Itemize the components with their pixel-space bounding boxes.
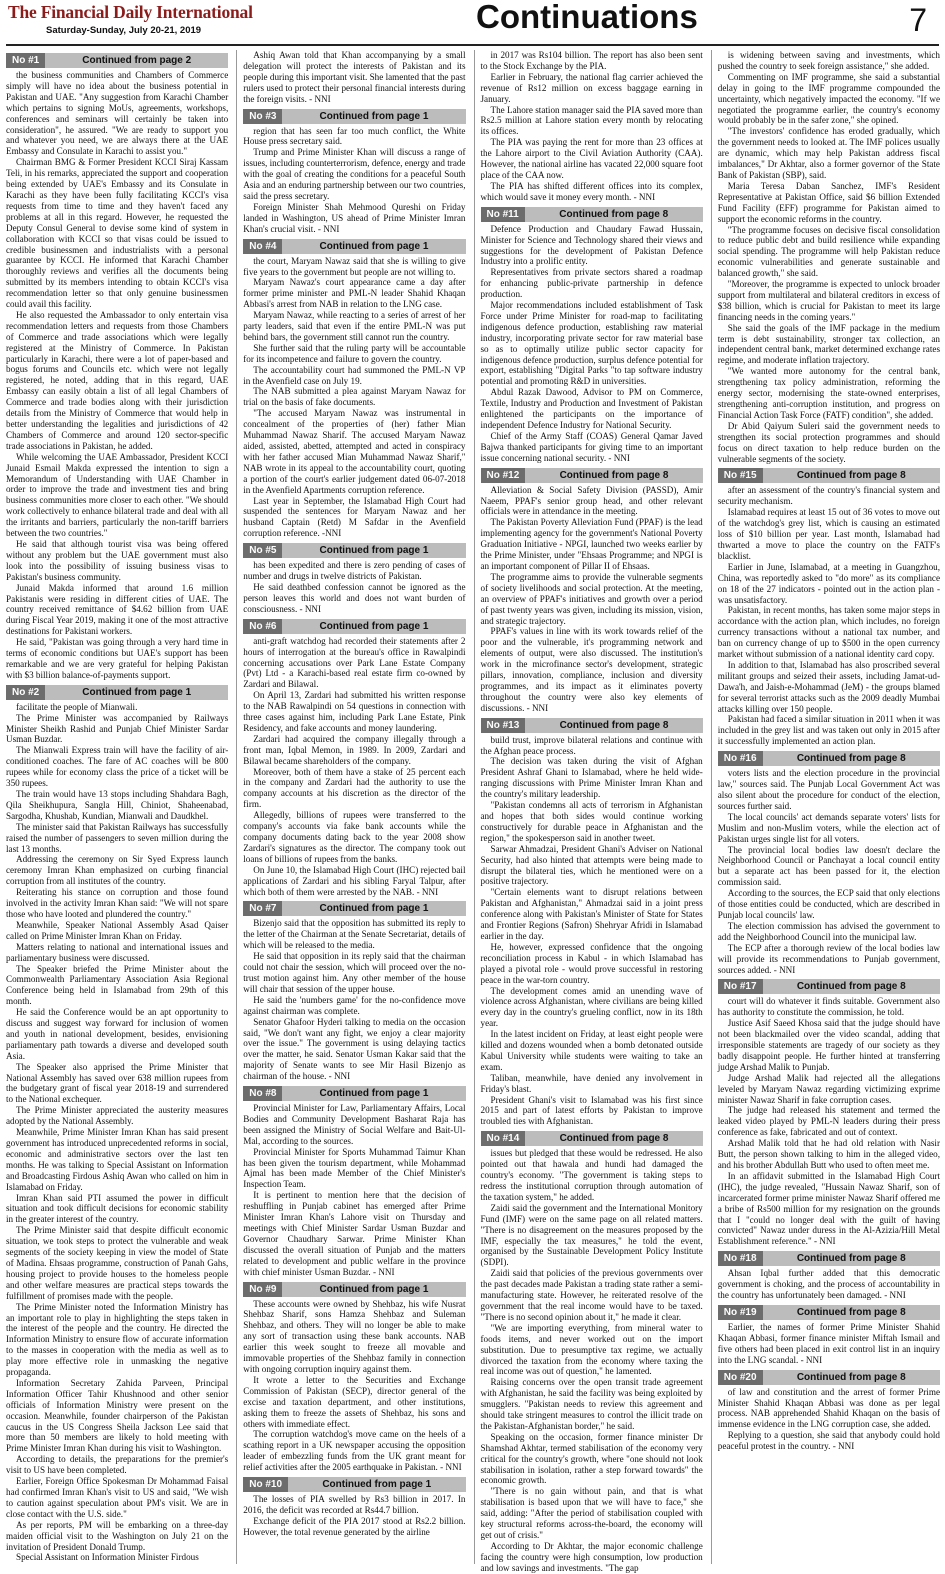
paragraph: of law and constitution and the arrest of former Prime Minister Shahid Khaqan Abbasi was done as per legal process. NAB apprehended Shahid Khaqan on the basis of immense evidence in the LNG corruption case, she added. — [717, 1386, 940, 1430]
continuation-story — [243, 1086, 465, 1278]
newspaper-name: The Financial Daily International — [8, 2, 253, 22]
paragraph: He also requested the Ambassador to only entertain visa recommendation letters and requests from those Chambers of Commerce and trade associations which were legally registered at the Ministry of Commerce. In Pakistan particularly in Karachi, there were a lot of paper-based and bogus forums and Councils etc. which were not legally registered, he noted, adding that in this regard, UAE Embassy can easily obtain a list of all legal Chambers of Commerce and trade bodies along with their jurisdiction details from the Ministry of Commerce that would help in better understanding the legalities and jurisdictions of 42 Chambers of Commerce and around 120 sector-specific trade associations in Pakistan, he added. — [6, 309, 229, 451]
paragraph: "We are importing everything, from mineral water to foods items, and never worked out on the import substitution. Due to presumptive tax regime, we actually divorced the taxation from the economy where taxing the real income was out of question," he lamented. — [480, 1322, 703, 1377]
continuation-header — [243, 619, 465, 634]
continuation-header — [243, 901, 465, 916]
continuation-story — [718, 50, 940, 464]
paragraph: While welcoming the UAE Ambassador, President KCCI Junaid Esmail Makda expressed the intention to sign a Memorandum of Understanding with UAE Chamber in order to improve the trade and investment ties and bring business communities more closer to each other. "We should work collectively to enhance bilateral trade and deal with all the irritants and barriers, particularly the non-tariff barriers between the two countries." — [6, 451, 229, 539]
paragraph: Chief of the Army Staff (COAS) General Qamar Javed Bajwa thanked participants for giving time to an important issue concerning national security. - NNI — [480, 430, 703, 463]
story-number: No #17 — [718, 979, 763, 994]
story-number: No #1 — [6, 53, 45, 68]
paragraph: in 2017 was Rs104 billion. The report has also been sent to the Stock Exchange by the PIA. — [480, 50, 703, 71]
paragraph: It wrote a letter to the Securities and Exchange Commission of Pakistan (SECP), director general of the excise and taxation department, and other institutions, asking them to freeze the assets of Shehbaz, his sons and others with immediate effect. — [243, 1374, 466, 1429]
paragraph: Representatives from private sectors shared a roadmap for enhancing public-private partnership in defence production. — [480, 267, 703, 300]
paragraph: The Lahore station manager said the PIA saved more than Rs2.5 million at Lahore station every month by relocating its offices. — [480, 104, 703, 137]
column-2 — [236, 50, 465, 1564]
story-number: No #16 — [718, 751, 763, 766]
paragraph: Zaidi said that policies of the previous governments over the past decades made Pakistan a trading state rather a semi-manufacturing state. However, he reiterated resolve of the government that the real income would have to be taxed. "There is no second opinion about it," he made it clear. — [480, 1268, 703, 1322]
continuation-story — [718, 1370, 940, 1452]
paragraph: region that has seen far too much conflict, the White House press secretary said. — [243, 125, 466, 147]
paragraph: According to the sources, the ECP said that only elections of those entities could be conducted, which are described in Punjab local councils' law. — [717, 888, 940, 920]
paragraph: Speaking on the occasion, former finance minister Dr Shamshad Akhtar, termed stabilisation of the economy very critical for the country's growth, where "one should not look stabilisation in isolation, rather a step forward towards" the economic growth. — [480, 1431, 703, 1486]
paragraph: Justice Asif Saeed Khosa said that the judge should have not been blackmailed over the video scandal, adding that irresponsible statements are tragedy of our society as they badly disappoint people. He further hinted at transferring judge Arshad Malik to Punjab. — [717, 1018, 940, 1072]
column-1 — [6, 50, 228, 1564]
paragraph: He said deathbed confession cannot be ignored as the person leaves this world and does not want burden of consciousness. - NNI — [243, 581, 466, 614]
paragraph: issues but pledged that these would be redressed. He also pointed out that hawala and hundi had damaged the country's economy. "The government is taking steps to redress the institutional corruption through automation of the taxation system," he added. — [480, 1148, 703, 1202]
continuation-story — [243, 1282, 465, 1474]
continuation-header — [481, 718, 703, 733]
paragraph: build trust, improve bilateral relations and continue with the Afghan peace process. — [480, 734, 703, 756]
continuation-header — [243, 543, 465, 558]
paragraph: The PIA has shifted different offices into its complex, which would save it money every month. - NNI — [480, 180, 703, 202]
paragraph: Reiterating his stance on corruption and those found involved in the activity Imran Khan said: "We will not spare those who have looted and plundered the country." — [6, 887, 229, 919]
continuation-header — [243, 239, 465, 254]
story-number: No #9 — [243, 1282, 282, 1297]
paragraph: He said that opposition in its reply said that the chairman could not chair the session, which will proceed over the no-trust motion against him. Any other member of the house will chair that session of the upper house. — [243, 951, 466, 994]
paragraph: the business communities and Chambers of Commerce simply will have no idea about the business potential in Pakistan and UAE. "Any suggestion from Karachi Chamber which pertains to signing MoUs, agreements, workshops, conferences and seminars will certainly be taken into consideration", he assured. "We are ready to support you and whatever you need, we are always there at the UAE Embassy and Consulate in Karachi to assist you." — [6, 70, 229, 157]
continuation-story — [6, 685, 228, 1564]
paragraph: Last year in September, the Islamabad High Court had suspended the sentences for Maryam Nawaz and her husband Captain (Retd) M Safdar in the Avenfield corruption reference. -NNI — [243, 495, 466, 539]
paragraph: The judge had released his statement and termed the leaked video played by PML-N leaders during their press conference as fake, fabricated and out of context. — [717, 1105, 940, 1138]
continuation-header — [718, 1251, 940, 1266]
paragraph: Meanwhile, Speaker National Assembly Asad Qaiser called on Prime Minister Imran Khan on Friday. — [6, 919, 229, 941]
story-number: No #8 — [243, 1086, 282, 1101]
continuation-header — [6, 685, 228, 700]
continuation-story — [718, 979, 940, 1247]
page-number: 7 — [909, 2, 927, 38]
paragraph: Meanwhile, Prime Minister Imran Khan has said present government has introduced unprecedented reforms in social, economic and administrative sectors over the last ten months. He was talking to Special Assistant on Information and Broadcasting Firdous Ashiq Awan who called on him in Islamabad on Friday. — [6, 1127, 229, 1192]
paragraph: The Prime Minister noted the Information Ministry has an important role to play in highlighting the steps taken in the interest of the people and the country. He directed the Information Ministry to ensure flow of accurate information to the masses in cooperation with the media as well as to play more effective role in unmasking the negative propaganda. — [6, 1301, 229, 1378]
paragraph: is widening between saving and investments, which pushed the country to seek foreign assistance," she added. — [717, 50, 940, 71]
paragraph: The decision was taken during the visit of Afghan President Ashraf Ghani to Islamabad, where he held wide-ranging discussions with Prime Minister Imran Khan and the country's military leadership. — [480, 756, 703, 800]
paragraph: The losses of PIA swelled by Rs3 billion in 2017. In 2016, the deficit was recorded at Rs44.7 billion. — [243, 1494, 466, 1515]
paragraph: The provincial local bodies law doesn't declare the Neighborhood Council or Panchayat a local council entity but a separate act has been passed for it, the election commission said. — [717, 844, 940, 888]
paragraph: Earlier, the names of former Prime Minister Shahid Khaqan Abbasi, former finance minister Miftah Ismail and five others had been placed in exit control list in an inquiry into the LNG scandal. - NNI — [717, 1321, 940, 1365]
paragraph: Zaidi said the government and the International Monitory Fund (IMF) were on the same page on all related matters. "There is no disagreement on the measures proposed by the IMF, especially the tax measures," he told the event, organised by the Sustainable Development Policy Institute (SDPI). — [480, 1202, 703, 1268]
continued-from-label: Continued from page 1 — [319, 1088, 429, 1100]
continuation-header — [481, 468, 703, 483]
paragraph: Major recommendations included establishment of Task Force under Prime Minister for road-map to facilitating indigenous defence production, establishing raw material industry, incorporating private sector for raw material base so as to optimally utilize public sector capacity for indigenous defence production, surplus defence potential for export, establishing "Digital Parks "to tap software industry potential and promoting R&D in universities. — [480, 300, 703, 387]
paragraph: "The programme focuses on decisive fiscal consolidation to reduce public debt and build resilience while expanding social spending. The programme will help Pakistan reduce economic vulnerabilities and generate sustainable and balanced growth," she said. — [717, 224, 940, 279]
continuation-story — [243, 239, 465, 540]
paragraph: Dr Abid Qaiyum Suleri said the government needs to strengthen its social protection programmes and should focus on direct taxation to help reduce burden on the vulnerable segments of the society. — [717, 420, 940, 464]
story-number: No #19 — [718, 1305, 763, 1320]
paragraph: He said the 'numbers game' for the no-confidence move against chairman was complete. — [243, 994, 466, 1016]
section-title: Continuations — [476, 0, 698, 35]
continued-from-label: Continued from page 1 — [322, 1479, 432, 1491]
continuation-header — [718, 1370, 940, 1385]
paragraph: Earlier in June, Islamabad, at a meeting in Guangzhou, China, was reportedly asked to "do more" as its compliance on 18 of the 27 indicators - pointed out in the action plan - was unsatisfactory. — [717, 561, 940, 605]
paragraph: The accountability court had summoned the PML-N VP in the Avenfield case on July 19. — [243, 364, 466, 386]
column-4 — [711, 50, 940, 1564]
continued-from-label: Continued from page 8 — [796, 1306, 906, 1318]
story-number: No #2 — [6, 685, 45, 700]
continued-from-label: Continued from page 8 — [796, 753, 906, 765]
story-number: No #20 — [718, 1370, 763, 1385]
story-number: No #3 — [243, 109, 282, 124]
continuation-header — [243, 1282, 465, 1297]
paragraph: Maryam Nawaz's court appearance came a day after former prime minister and PML-N leader Shahid Khaqan Abbasi's arrest from NAB in relation to the LNG case. — [243, 277, 466, 310]
paragraph: The NAB submitted a plea against Maryam Nawaz for trial on the basis of fake documents. — [243, 386, 466, 408]
continued-from-label: Continued from page 8 — [559, 208, 669, 220]
continued-from-label: Continued from page 1 — [319, 240, 429, 252]
paragraph: Provincial Minister for Sports Muhammad Taimur Khan has been given the tourism department, while Mohammad Ajmal has been made Member of the Chief Minister's Inspection Team. — [243, 1146, 466, 1190]
paragraph: Imran Khan said PTI assumed the power in difficult situation and took difficult decisions for economic stability in the greater interest of the country. — [6, 1192, 229, 1225]
paragraph: Raising concerns over the open transit trade agreement with Afghanistan, he said the facility was being exploited by smugglers. "Pakistan needs to review this agreement and should take stringent measures to control the illicit trade on the Pakistan-Afghanistan border," he said. — [480, 1377, 703, 1431]
paragraph: The Prime Minister was accompanied by Railways Minister Sheikh Rashid and Punjab Chief Minister Sardar Usman Buzdar. — [6, 712, 229, 745]
continued-from-label: Continued from page 1 — [319, 903, 429, 915]
article-columns — [6, 50, 940, 1573]
paragraph: He said that although tourist visa was being offered without any problem but the UAE government must also look into the possibility of issuing business visas to Pakistan's business community. — [6, 538, 229, 582]
paragraph: Exchange deficit of the PIA 2017 stood at Rs2.2 billion. However, the total revenue generated by the airline — [243, 1515, 466, 1537]
paragraph: Maria Teresa Daban Sanchez, IMF's Resident Representative at Pakistan Office, said $6 billion Extended Fund Facility (EFF) programme for Pakistan aimed to support the economic reforms in the country. — [717, 180, 940, 224]
continuation-story — [481, 468, 703, 714]
continuation-header — [481, 207, 703, 222]
continuation-header — [243, 1477, 465, 1492]
continued-from-label: Continued from page 8 — [559, 1133, 669, 1145]
continuation-header — [243, 1086, 465, 1101]
paragraph: The train would have 13 stops including Shahdara Bagh, Qila Sheikhupura, Sangla Hill, Chiniot, Shaheenabad, Sargodha, Khushab, Kundian, Mianwali and Daudkhel. — [6, 789, 229, 821]
continuation-story — [481, 207, 703, 464]
paragraph: The PIA was paying the rent for more than 23 offices at the Lahore airport to the Civil Aviation Authority (CAA). However, the national airline has vacated 22,000 square foot place of the CAA now. — [480, 137, 703, 180]
paragraph: Replying to a question, she said that anybody could hold peaceful protest in the country. - NNI — [717, 1430, 940, 1452]
paragraph: Information Secretary Zahida Parveen, Principal Information Officer Tahir Khushnood and other senior officials of Information Ministry were present on the occasion. Meanwhile, founder chairperson of the Pakistan caucus in the US Congress Sheila Jackson Lee said that more than 50 members are likely to hold meeting with Prime Minister Imran Khan during his visit to Washington. — [6, 1377, 229, 1454]
paragraph: Chairman BMG & Former President KCCI Siraj Kassam Teli, in his remarks, appreciated the support and cooperation being extended by UAE's Embassy and its Consulate in Karachi as they have been fully facilitating KCCI's visa requests from time to time and they haven't faced any problems at all in this regard. However, he requested the Deputy Consul General to devise some kind of system in collaboration with KCCI so that visas could be issued to credible businessmen and industrialists with a personal guarantee by KCCI. He informed that Karachi Chamber thoroughly reviews and verifies all the documents being submitted by its members intending to obtain KCCI's visa recommendation letter so that only genuine businessmen could avail this facility. — [6, 157, 229, 310]
continuation-header — [718, 468, 940, 483]
paragraph: Defence Production and Chaudary Fawad Hussain, Minister for Science and Technology shared their views and suggestions for the development of Pakistan Defence Industry into a prolific entity. — [480, 223, 703, 267]
continued-from-label: Continued from page 1 — [319, 545, 429, 557]
paragraph: "We wanted more autonomy for the central bank, strengthening tax policy administration, reforming the energy sector, modernising the state-owned enterprises, strengthening anti-corruption institution, and progress on Financial Action Task Force (FATF) condition", she added. — [717, 366, 940, 420]
continuation-story — [243, 1477, 465, 1538]
paragraph: The local councils' act demands separate voters' lists for Muslim and non-Muslim voters, while the election act of Pakistan urges single list for all voters. — [717, 811, 940, 844]
continuation-story — [481, 1131, 703, 1573]
continued-from-label: Continued from page 1 — [82, 686, 192, 698]
story-number: No #13 — [481, 718, 526, 733]
paragraph: Taliban, meanwhile, have denied any involvement in Friday's blast. — [480, 1072, 703, 1094]
paragraph: Foreign Minister Shah Mehmood Qureshi on Friday landed in Washington, US ahead of Prime Minister Imran Khan's crucial visit. - NNI — [243, 201, 466, 234]
paragraph: has been expedited and there is zero pending of cases of number and drugs in twelve districts of Pakistan. — [243, 560, 466, 582]
paragraph: Ashiq Awan told that Khan accompanying by a small delegation will protect the interests of Pakistan and its people during this important visit. She lamented that the past rulers used to protect their personal financial interests during the foreign visits. - NNI — [243, 50, 466, 104]
story-number: No #11 — [481, 207, 525, 222]
story-number: No #12 — [481, 468, 526, 483]
paragraph: President Ghani's visit to Islamabad was his first since 2015 and part of latest efforts by Pakistan to improve troubled ties with Afghanistan. — [480, 1094, 703, 1127]
paragraph: "The accused Maryam Nawaz was instrumental in concealment of the properties of (her) father Mian Muhammad Nawaz Sharif. The accused Maryam Nawaz aided, assisted, abetted, attempted and acted in conspiracy with her father accused Mian Muhammad Nawaz Sharif," NAB wrote in its appeal to the accountability court, quoting a portion of the court's earlier judgement dated 06-07-2018 in the Avenfield Apartments corruption reference. — [243, 408, 466, 495]
paragraph: The Pakistan Poverty Alleviation Fund (PPAF) is the lead implementing agency for the government's National Poverty Graduation Initiative - NPGI, launched two weeks earlier by the Prime Minister, under "Ehsaas Programme; and NPGI is an important component of Pillar II of Ehsaas. — [480, 517, 703, 571]
paragraph: As per reports, PM will be embarking on a three-day maiden official visit to the Washington on July 21 on the invitation of President Donald Trump. — [6, 1519, 229, 1552]
paragraph: The Prime Minister appreciated the austerity measures adopted by the National Assembly. — [6, 1105, 229, 1127]
paragraph: She further said that the ruling party will be accountable for its incompetence and failure to govern the country. — [243, 342, 466, 364]
story-number: No #7 — [243, 901, 282, 916]
story-number: No #4 — [243, 239, 282, 254]
paragraph: According to Dr Akhtar, the major economic challenge facing the country were high consumption, low production and low savings and investments. "The gap — [480, 1540, 703, 1573]
paragraph: after an assessment of the country's financial system and security mechanism. — [717, 485, 940, 507]
continuation-story — [243, 901, 465, 1082]
paragraph: Islamabad requires at least 15 out of 36 votes to move out of the watchdog's grey list, which is causing an estimated loss of $10 billion per year. Last month, Islamabad had thwarted a move to place the country on the FATF's blacklist. — [717, 507, 940, 561]
paragraph: Commenting on IMF programme, she said a substantial delay in going to the IMF programme compounded the uncertainty, which negatively impacted the economy. "If we negotiated the programme earlier, the country's economy would probably be in the safer zone," she opined. — [717, 71, 940, 126]
continued-from-label: Continued from page 8 — [796, 470, 906, 482]
continued-from-label: Continued from page 8 — [796, 1371, 906, 1383]
continued-from-label: Continued from page 2 — [82, 55, 192, 66]
issue-date: Saturday-Sunday, July 20-21, 2019 — [46, 25, 202, 36]
paragraph: PPAF's values in line with its work towards relief of the poor and the vulnerable, it's programming network and elements of output, were also discussed. The institution's work in the microfinance sector's development, strategic pillars, innovation, compliance, inclusion and diversity programmes, and its impact as it eliminates poverty throughout the country were also key elements of discussions. - NNI — [480, 626, 703, 713]
paragraph: Allegedly, billions of rupees were transferred to the company's accounts via fake bank accounts while the company documents dating back to the year 2008 show Zardari's signatures as the director. The company took out loans of billions of rupees from the banks. — [243, 810, 466, 864]
continuation-story — [481, 50, 703, 203]
continuation-story — [718, 1251, 940, 1301]
continuation-story — [243, 619, 465, 898]
paragraph: voters lists and the election procedure in the provincial law," sources said. The Punjab Local Government Act was also silent about the procedure for conduct of the election, sources further said. — [717, 768, 940, 811]
continuation-header — [481, 1131, 703, 1146]
paragraph: facilitate the people of Mianwali. — [16, 701, 138, 712]
continuation-story — [6, 53, 228, 681]
continuation-story — [243, 50, 465, 105]
paragraph: He, however, expressed confidence that the ongoing reconciliation process in Kabul - in which Islamabad has played a pivotal role - would prove successful in restoring peace in the war-torn country. — [480, 941, 703, 985]
paragraph: According to details, the preparations for the premier's visit to US have been completed. — [6, 1454, 229, 1476]
story-number: No #15 — [718, 468, 763, 483]
paragraph: "The investors' confidence has eroded gradually, which the government needs to looked at. The IMF polices usually are dynamic, which may help Pakistan address fiscal imbalances," Dr Akhtar, also a former governor of the State Bank of Pakistan (SBP), said. — [717, 126, 940, 180]
continued-from-label: Continued from page 8 — [796, 1253, 906, 1265]
continuation-story — [243, 543, 465, 615]
paragraph: The corruption watchdog's move came on the heels of a scathing report in a UK newspaper accusing the opposition leader of embezzling funds from the UK grant meant for relief activities after the 2005 earthquake in Pakistan. - NNI — [243, 1429, 466, 1473]
continuation-header — [243, 109, 465, 124]
column-3 — [474, 50, 703, 1573]
paragraph: The Speaker briefed the Prime Minister about the Commonwealth Parliamentary Association Asia Regional Conference being held in Islamabad from 29th of this month. — [6, 963, 229, 1007]
paragraph: She said the goals of the IMF package in the medium term is debt sustainability, stronger tax collection, an independent central bank, market determined exchange rates regime, and moderate inflation trajectory. — [717, 322, 940, 366]
paragraph: In an affidavit submitted in the Islamabad High Court (IHC), the judge revealed, "Hussain Nawaz Sharif, son of incarcerated former prime minister Nawaz Sharif offered me a bribe of Rs500 million for my resignation on the grounds that I "could no longer deal with the guilt of having convicted" Nawaz under duress in the Al-Azizia/Hill Metal Establishment reference." - NNI — [717, 1170, 940, 1247]
paragraph: the court, Maryam Nawaz said that she is willing to give five years to the government but people are not willing to. — [243, 255, 466, 277]
continuation-story — [718, 751, 940, 975]
continuation-header — [718, 751, 940, 766]
story-number: No #5 — [243, 543, 282, 558]
paragraph: The election commission has advised the government to add the Neighborhood Council into the municipal law. — [717, 920, 940, 942]
paragraph: court will do whatever it finds suitable. Government also has authority to constitute the commission, he told. — [717, 996, 940, 1018]
continuation-header — [718, 1305, 940, 1320]
continued-from-label: Continued from page 1 — [319, 620, 429, 632]
paragraph: The development comes amid an unending wave of violence across Afghanistan, where civilians are being killed every day in the country's grueling conflict, now in its 18th year. — [480, 985, 703, 1029]
paragraph: The programme aims to provide the vulnerable segments of society livelihoods and social protection. At the meeting, an overview of PPAF's initiatives and growth over a period of past twenty years was given, including its mission, vision, and strategic trajectory. — [480, 571, 703, 626]
paragraph: He said the Conference would be an apt opportunity to discuss and suggest way forward for inclusion of women and youth in national development, besides, envisioning parliamentary path towards a diverse and developed south Asia. — [6, 1007, 229, 1061]
paragraph: In addition to that, Islamabad has also proscribed several militant groups and seized their assets, including Jamat-ud-Dawa'h, and Jaish-e-Mohammad (JeM) - the groups blamed for several terrorist attacks such as the 2009 deadly Mumbai attacks killing over 150 people. — [717, 659, 940, 714]
paragraph: On June 10, the Islamabad High Court (IHC) rejected bail applications of Zardari and his sibling Faryal Talpur, after which both of them were arrested by the NAB. - NNI — [243, 864, 466, 897]
continuation-story — [718, 468, 940, 747]
paragraph: Earlier, Foreign Office Spokesman Dr Mohammad Faisal had confirmed Imran Khan's visit to US and said, "We wish to caution against speculation about PM's visit. We are in close contact with the U.S. side." — [6, 1476, 229, 1519]
paragraph: Zardari had acquired the company illegally through a front man, Iqbal Memon, in 1989. In 2009, Zardari and Bilawal became shareholders of the company. — [243, 733, 466, 766]
continued-from-label: Continued from page 1 — [319, 110, 429, 122]
paragraph: Junaid Makda informed that around 1.6 million Pakistanis were residing in different cities of UAE. The country received remittance of $4.62 billion from UAE during Fiscal Year 2019, making it one of the most attractive destinations for Pakistani workers. — [6, 582, 229, 637]
paragraph: anti-graft watchdog had recorded their statements after 2 hours of interrogation at the bureau's office in Rawalpindi concerning accusations over Park Lane Estate Company (Pvt) Ltd - a Karachi-based real estate firm co-owned by Zardari and Bilawal. — [243, 635, 466, 690]
paragraph: Pakistan, in recent months, has taken some major steps in accordance with the action plan, which includes, no foreign currency transactions without a national tax number, and ban on currency change of up to $500 in the open currency market without submission of a national identity card copy. — [717, 605, 940, 660]
story-number: No #6 — [243, 619, 282, 634]
paragraph: Addressing the ceremony on Sir Syed Express launch ceremony Imran Khan emphasized on curbing financial corruption from all institutes of the country. — [6, 854, 229, 887]
continuation-story — [718, 1305, 940, 1366]
paragraph: Abdul Razak Dawood, Advisor to PM on Commerce, Textile, Industry and Production and Investment of Pakistan enlightened the participants on the importance of independent Defence Industry for National Security. — [480, 387, 703, 430]
continuation-story — [243, 109, 465, 235]
paragraph: Provincial Minister for Law, Parliamentary Affairs, Local Bodies and Community Development Basharat Raja has been assigned the Ministry of Social Welfare and Bait-Ul-Mal, according to the sources. — [243, 1103, 466, 1146]
paragraph: In the latest incident on Friday, at least eight people were killed and dozens wounded when a bomb detonated outside Kabul University while students were waiting to take an exam. — [480, 1029, 703, 1072]
paragraph: Maryam Nawaz, while reacting to a series of arrest of her party leaders, said that even if the entire PML-N was put behind bars, the government still cannot run the country. — [243, 310, 466, 342]
paragraph: The minister said that Pakistan Railways has successfully raised the number of passengers to seven million during the last 13 months. — [6, 821, 229, 854]
paragraph: Alleviation & Social Safety Division (PASSD), Amir Naeem, PPAF's senior group head, and other relevant officials were in attendance in the meeting. — [480, 484, 703, 517]
paragraph: He said, "Pakistan was going through a very hard time in terms of economic conditions but UAE's support has been remarkable and we are very grateful for helping Pakistan with $3 billion balance-of-payments support. — [6, 637, 229, 680]
paragraph: Sarwar Ahmadzai, President Ghani's Adviser on National Security, had also hinted that attempts were being made to disrupt the bilateral ties, which he mentioned were on a positive trajectory. — [480, 843, 703, 887]
paragraph: The Speaker also apprised the Prime Minister that National Assembly has saved over 638 million rupees from the budgetary grant of fiscal year 2018-19 and surrendered to the National exchequer. — [6, 1061, 229, 1105]
continuation-header — [718, 979, 940, 994]
paragraph: "Certain elements want to disrupt relations between Pakistan and Afghanistan," Ahmadzai said in a joint press conference along with Pakistan's Minister of State for States and Frontier Regions (Safron) Shehryar Afridi in Islamabad earlier in the day. — [480, 887, 703, 941]
paragraph: Judge Arshad Malik had rejected all the allegations leveled by Maryam Nawaz regarding victimizing exprime minister Nawaz Sharif in fake corruption cases. — [717, 1072, 940, 1105]
paragraph: On April 13, Zardari had submitted his written response to the NAB Rawalpindi on 54 questions in connection with three cases against him, including Park Lane Estate, Pink Residency, and fake accounts and money laundering. — [243, 690, 466, 733]
paragraph: Ahsan Iqbal further added that this democratic government is choking, and the process of accountability in the country has unfortunately been damaged. - NNI — [717, 1268, 940, 1301]
paragraph: Moreover, both of them have a stake of 25 percent each in the company and Zardari had the authority to use the company accounts at his discretion as the director of the firm. — [243, 766, 466, 810]
paragraph: It is pertinent to mention here that the decision of reshuffling in Punjab cabinet has emerged after Prime Minister Imran Khan's Lahore visit on Thursday and meetings with Chief Minister Sardar Usman Buzdar and Governor Chaudhary Sarwar. Prime Minister Khan discussed the overall situation of Punjab and the matters related to development and public welfare in the province with chief minister Usman Buzdar. - NNI — [243, 1190, 466, 1277]
continued-from-label: Continued from page 8 — [559, 719, 669, 731]
paragraph: Arshad Malik told that he had old relation with Nasir Butt, the person shown talking to him in the alleged video, and his brother Abdullah Butt who used to often meet me. — [717, 1138, 940, 1170]
paragraph: Bizenjo said that the opposition has submitted its reply to the letter of the Chairman at the Senate Secretariat, details of which will be released to the media. — [243, 918, 466, 951]
paragraph: The ECP after a thorough review of the local bodies law will provide its recommendations to Punjab government, sources added. - NNI — [717, 942, 940, 975]
paragraph: These accounts were owned by Shehbaz, his wife Nusrat Shehbaz Sharif, sons Hamza Shehbaz and Suleman Shehbaz, and others. They will no longer be able to make any sort of transaction using these bank accounts. NAB earlier this week sought to freeze all movable and immovable properties of the Shehbaz family in connection with ongoing corruption inquiry against them. — [243, 1298, 466, 1374]
paragraph: "Moreover, the programme is expected to unlock broader support from multilateral and bilateral creditors in excess of $38 billion, which is crucial for Pakistan to meet its large financing needs in the coming years." — [717, 279, 940, 322]
masthead — [6, 0, 939, 46]
continued-from-label: Continued from page 8 — [796, 981, 906, 993]
story-number: No #10 — [243, 1477, 288, 1492]
continuation-story — [481, 718, 703, 1128]
paragraph: Pakistan had faced a similar situation in 2011 when it was included in the grey list and was taken out only in 2015 after it successfully implemented an action plan. — [717, 714, 940, 747]
paragraph: Special Assistant on Information Minister Firdous — [16, 1552, 199, 1563]
story-number: No #18 — [718, 1251, 763, 1266]
paragraph: Trump and Prime Minister Khan will discuss a range of issues, including counterterrorism, defence, energy and trade with the goal of creating the conditions for a peaceful South Asia and an enduring partnership between our two countries, said the press secretary. — [243, 147, 466, 201]
paragraph: "There is no gain without pain, and that is what stabilisation is based upon that we will have to face," she said, adding: "After the period of stabilisation coupled with key structural reforms across-the-board, the economy will get out of crisis." — [480, 1486, 703, 1540]
continued-from-label: Continued from page 8 — [559, 469, 669, 481]
continued-from-label: Continued from page 1 — [319, 1283, 429, 1295]
paragraph: Earlier in February, the national flag carrier achieved the revenue of Rs12 million on excess baggage earning in January. — [480, 71, 703, 104]
paragraph: "Pakistan condemns all acts of terrorism in Afghanistan and hopes that both sides would continue working constructively for durable peace in Afghanistan and the region," the spokesperson said in another tweet. — [480, 800, 703, 843]
paragraph: The Prime Minister said that despite difficult economic situation, we took steps to protect the vulnerable and weak segments of the society keeping in view the model of State of Madina. Ehsaas programme, construction of Panah Gahs, housing project to provide houses to the homeless people and other welfare measures are practical steps towards the fulfillment of promises made with the people. — [6, 1225, 229, 1301]
continuation-header — [6, 53, 228, 68]
paragraph: Senator Ghafoor Hyderi talking to media on the occasion said, "We don't want any fight, we enjoy a clear majority over the issue." The government is using delaying tactics over the matter, he said. Senator Usman Kakar said that the majority of Senate wants to see Mir Hasil Bizenjo as chairman of the house. - NNI — [243, 1016, 466, 1082]
paragraph: Matters relating to national and international issues and parliamentary business were discussed. — [6, 941, 229, 963]
paragraph: The Mianwali Express train will have the facility of air-conditioned coaches. The fare of AC coaches will be 800 rupees while for economy class the price of a ticket will be 350 rupees. — [6, 745, 229, 789]
story-number: No #14 — [481, 1131, 526, 1146]
